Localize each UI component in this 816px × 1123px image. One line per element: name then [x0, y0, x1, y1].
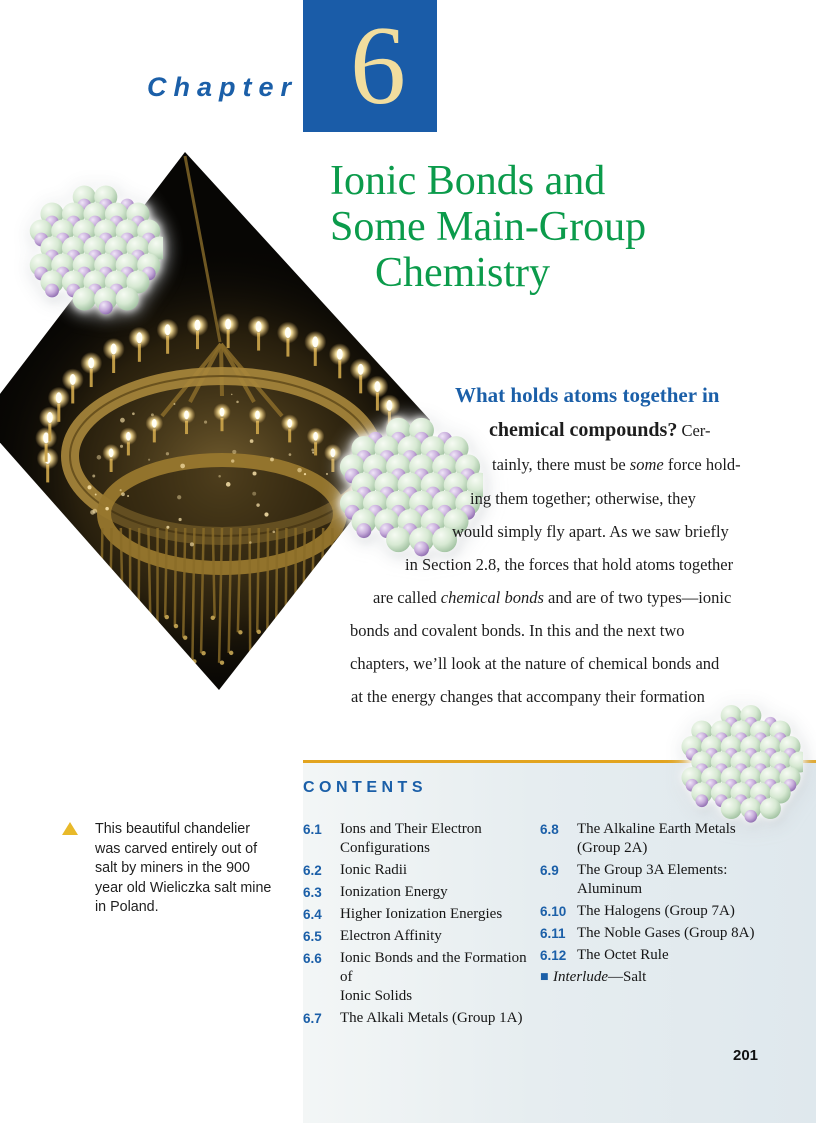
- toc-section-title: The Noble Gases (Group 8A): [577, 925, 755, 941]
- chapter-number: 6: [350, 4, 406, 128]
- title-line-2: Some Main-Group: [330, 204, 647, 250]
- toc-section-number: 6.1: [303, 822, 322, 837]
- chapter-title: [330, 158, 646, 296]
- toc-section-number: 6.12: [540, 948, 567, 963]
- toc-entry: [303, 1009, 535, 1028]
- toc-entry: [540, 820, 772, 858]
- crystal-lattice-illustration: [27, 180, 163, 316]
- intro-text-segment: are called: [373, 588, 441, 607]
- intro-line: [373, 586, 731, 610]
- toc-entry: [540, 902, 772, 921]
- toc-section-title: The Alkali Metals (Group 1A): [340, 1010, 523, 1026]
- intro-text-segment: tainly, there must be: [492, 455, 630, 474]
- chapter-number-box: [303, 0, 437, 132]
- photo-caption: [60, 820, 285, 918]
- toc-section-number: 6.4: [303, 907, 322, 922]
- toc-section-number: 6.7: [303, 1011, 322, 1026]
- toc-entry: [540, 924, 772, 943]
- toc-section-number: 6.2: [303, 863, 322, 878]
- intro-text-segment: chemical compounds?: [489, 419, 678, 441]
- toc-entry: [540, 946, 772, 965]
- title-line-1: Ionic Bonds and: [330, 158, 606, 204]
- intro-text-segment: and are of two types—ionic: [543, 588, 732, 607]
- toc-section-title: Ions and Their Electron Configurations: [340, 821, 482, 856]
- chapter-label: Chapter: [147, 72, 299, 102]
- intro-line: [470, 487, 696, 511]
- toc-section-number: 6.6: [303, 951, 322, 966]
- intro-text-segment: bonds and covalent bonds. In this and the next two: [350, 621, 685, 640]
- toc-section-title: The Group 3A Elements: Aluminum: [577, 862, 728, 897]
- intro-text-segment: Cer-: [677, 421, 711, 440]
- intro-line: [455, 383, 719, 409]
- toc-section-number: 6.11: [540, 926, 566, 941]
- interlude-title: Interlude—Salt: [553, 969, 647, 985]
- toc-section-title: Ionization Energy: [340, 884, 448, 900]
- intro-text-segment: chapters, we’ll look at the nature of chemical bonds and: [350, 654, 720, 673]
- intro-line: [405, 553, 733, 577]
- intro-text-segment: ing them together; otherwise, they: [470, 489, 696, 508]
- intro-text-segment: What holds atoms together in: [455, 383, 720, 407]
- toc-entry: [540, 968, 772, 987]
- salt-crystal-model-top-left: [27, 180, 163, 321]
- toc-entry: [303, 820, 535, 858]
- toc-section-number: 6.9: [540, 863, 559, 878]
- toc-section-number: 6.8: [540, 822, 559, 837]
- contents-right-column: [540, 820, 772, 990]
- contents-left-column: [303, 820, 535, 1031]
- page-number: 201: [733, 1047, 759, 1064]
- intro-line: [350, 619, 685, 643]
- toc-section-title: The Halogens (Group 7A): [577, 903, 735, 919]
- toc-section-number: 6.10: [540, 904, 567, 919]
- intro-text-segment: at the energy changes that accompany their formation: [351, 687, 705, 706]
- intro-text-segment: some: [629, 455, 664, 474]
- contents-heading: CONTENTS: [303, 779, 427, 796]
- interlude-bullet-icon: ■: [540, 972, 549, 982]
- toc-section-number: 6.3: [303, 885, 322, 900]
- toc-section-title: The Alkaline Earth Metals (Group 2A): [577, 821, 736, 856]
- intro-line: [350, 652, 719, 676]
- intro-text-segment: chemical bonds: [440, 588, 544, 607]
- intro-line: [351, 685, 705, 709]
- toc-section-title: Electron Affinity: [340, 928, 442, 944]
- caption-text: This beautiful chandelier was carved entirely out of salt by miners in the 900 year old Wieliczka salt mine in Poland.: [95, 821, 272, 915]
- toc-section-title: Higher Ionization Energies: [340, 906, 503, 922]
- caption-marker-triangle-icon: [62, 822, 78, 835]
- intro-text-segment: force hold-: [663, 455, 741, 474]
- toc-section-title: The Octet Rule: [577, 947, 669, 963]
- intro-line: [452, 520, 729, 544]
- toc-section-number: 6.5: [303, 929, 322, 944]
- toc-entry: [303, 927, 535, 946]
- title-line-3: Chemistry: [375, 250, 550, 296]
- toc-entry: [303, 861, 535, 880]
- toc-entry: [303, 883, 535, 902]
- intro-text-segment: would simply fly apart. As we saw briefly: [452, 522, 729, 541]
- toc-section-title: Ionic Radii: [340, 862, 408, 878]
- toc-entry: [540, 861, 772, 899]
- toc-entry: [303, 949, 535, 1006]
- salt-crystal-model-right: [679, 700, 803, 829]
- toc-entry: [303, 905, 535, 924]
- intro-line: [489, 418, 710, 443]
- intro-line: [492, 453, 741, 477]
- toc-section-title: Ionic Bonds and the Formation of Ionic Solids: [340, 950, 527, 1004]
- intro-text-segment: in Section 2.8, the forces that hold atoms together: [405, 555, 734, 574]
- crystal-lattice-illustration: [679, 700, 803, 824]
